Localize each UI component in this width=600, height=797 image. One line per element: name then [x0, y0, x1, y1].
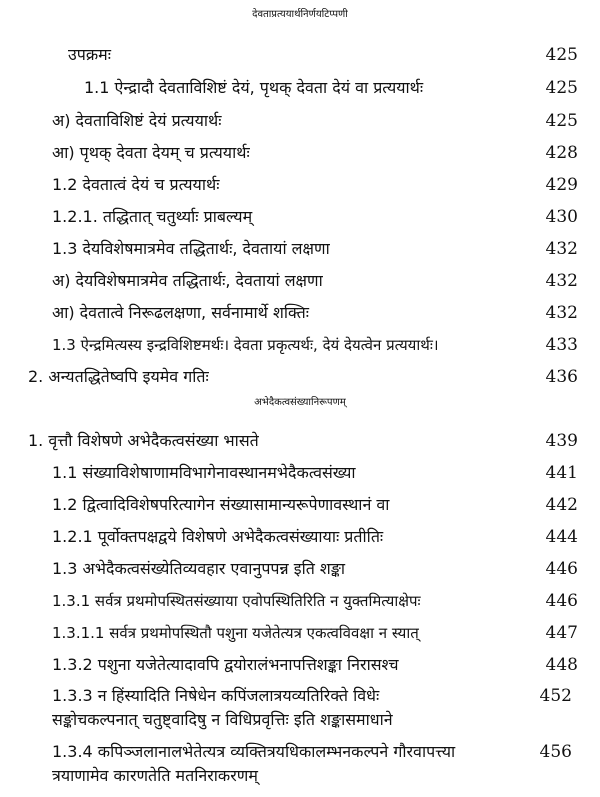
toc-entry	[0, 138, 600, 168]
toc-entry-page: 433	[545, 335, 578, 355]
toc-entry-page: 452	[539, 686, 572, 706]
toc-entry-continuation: सङ्कोचकल्पनात् चतुष्ट्वादिषु न विधिप्रवृत्तिः इति शङ्कासमाधाने	[52, 710, 393, 729]
toc-entry	[0, 650, 600, 680]
toc-entry-title: 1.1 ऐन्द्रादौ देवताविशिष्टं देयं, पृथक् देवता देयं वा प्रत्ययार्थः	[84, 78, 424, 97]
toc-entry	[0, 522, 600, 552]
toc-entry	[0, 737, 600, 767]
toc-entry-title: 1.2.1. तद्धितात् चतुर्थ्याः प्राबल्यम्	[52, 207, 253, 226]
toc-entry	[0, 266, 600, 296]
toc-entry-page: 442	[545, 495, 578, 515]
toc-entry	[0, 202, 600, 232]
toc-entry-title: 1.3.2 पशुना यजेतेत्यादावपि द्वयोरालंभनापत्तिशङ्का निरासश्च	[52, 655, 399, 674]
toc-entry-title: आ) पृथक् देवता देयम् च प्रत्ययार्थः	[52, 143, 250, 162]
toc-entry-page: 436	[545, 367, 578, 387]
toc-entry-title: 1.3 अभेदैकत्वसंख्येतिव्यवहार एवानुपपन्न इति शङ्का	[52, 559, 346, 578]
toc-entry-title: अ) देयविशेषमात्रमेव तद्धितार्थः, देवतायां लक्षणा	[52, 271, 323, 290]
toc-entry-title: 2. अन्यतद्धितेष्वपि इयमेव गतिः	[28, 367, 209, 386]
toc-entry-title: 1. वृत्तौ विशेषणे अभेदैकत्वसंख्या भासते	[28, 431, 259, 450]
toc-entry-title: अ) देवताविशिष्टं देयं प्रत्ययार्थः	[52, 111, 222, 130]
toc-entry-title: 1.3.1 सर्वत्र प्रथमोपस्थितसंख्याया एवोपस्थितिरिति न युक्तमित्याक्षेपः	[52, 592, 421, 610]
toc-entry-title: 1.3 देयविशेषमात्रमेव तद्धितार्थः, देवतायां लक्षणा	[52, 239, 330, 258]
toc-entry	[0, 490, 600, 520]
toc-entry	[0, 618, 600, 648]
toc-entry-page: 456	[539, 742, 572, 762]
toc-entry-title: उपक्रमः	[68, 45, 111, 64]
toc-entry	[0, 234, 600, 264]
toc-entry	[0, 458, 600, 488]
toc-entry-page: 444	[545, 527, 578, 547]
toc-entry-page: 446	[545, 559, 578, 579]
toc-entry-page: 425	[545, 78, 578, 98]
toc-entry	[0, 362, 600, 392]
toc-entry-page: 448	[545, 655, 578, 675]
toc-entry-page: 441	[545, 463, 578, 483]
toc-entry-page: 425	[545, 45, 578, 65]
toc-entry-title: 1.3.1.1 सर्वत्र प्रथमोपस्थितौ पशुना यजेतेत्यत्र एकत्वविवक्षा न स्यात्	[52, 624, 419, 642]
toc-entry-title: आ) देवतात्वे निरूढलक्षणा, सर्वनामार्थे शक्तिः	[52, 303, 309, 322]
section-heading-abhedaikatva: अभेदैकत्वसंख्यानिरूपणम्	[254, 397, 346, 408]
toc-entry-page: 425	[545, 111, 578, 131]
toc-entry	[0, 170, 600, 200]
toc-entry	[0, 586, 600, 616]
toc-entry-continuation: त्रयाणामेव कारणतेति मतनिराकरणम्	[52, 766, 258, 785]
toc-entry-title: 1.3.4 कपिञ्जलानालभेतेत्यत्र व्यक्तित्रयधिकालम्भनकल्पने गौरवापत्त्या	[52, 742, 456, 761]
toc-entry-title: 1.2.1 पूर्वोक्तपक्षद्वये विशेषणे अभेदैकत्वसंख्यायाः प्रतीतिः	[52, 527, 384, 546]
section-heading-devata: देवताप्रत्ययार्थनिर्णयटिप्पणी	[252, 9, 348, 20]
toc-entry	[0, 298, 600, 328]
toc-entry-page: 430	[545, 207, 578, 227]
toc-entry	[0, 106, 600, 136]
toc-entry	[0, 554, 600, 584]
toc-entry-page: 432	[545, 239, 578, 259]
toc-entry-page: 432	[545, 271, 578, 291]
toc-entry-title: 1.1 संख्याविशेषाणामविभागेनावस्थानमभेदैकत्वसंख्या	[52, 463, 356, 482]
toc-entry	[0, 681, 600, 711]
toc-entry	[0, 40, 600, 70]
toc-entry-title: 1.2 द्वित्वादिविशेषपरित्यागेन संख्यासामान्यरूपेणावस्थानं वा	[52, 495, 390, 514]
toc-entry	[0, 330, 600, 360]
toc-entry-page: 447	[545, 623, 578, 643]
toc-entry-title: 1.3 ऐन्द्रमित्यस्य इन्द्रविशिष्टमर्थः। देवता प्रकृत्यर्थः, देयं देयत्वेन प्रत्ययार्थः।	[52, 336, 439, 354]
toc-entry-title: 1.2 देवतात्वं देयं च प्रत्ययार्थः	[52, 175, 220, 194]
toc-entry-page: 429	[545, 175, 578, 195]
toc-entry-page: 428	[545, 143, 578, 163]
toc-entry-page: 432	[545, 303, 578, 323]
toc-entry	[0, 426, 600, 456]
toc-entry-page: 446	[545, 591, 578, 611]
toc-entry-title: 1.3.3 न हिंस्यादिति निषेधेन कपिंजलात्रयव्यतिरिक्ते विधेः	[52, 686, 380, 705]
toc-entry-page: 439	[545, 431, 578, 451]
toc-entry	[0, 73, 600, 103]
